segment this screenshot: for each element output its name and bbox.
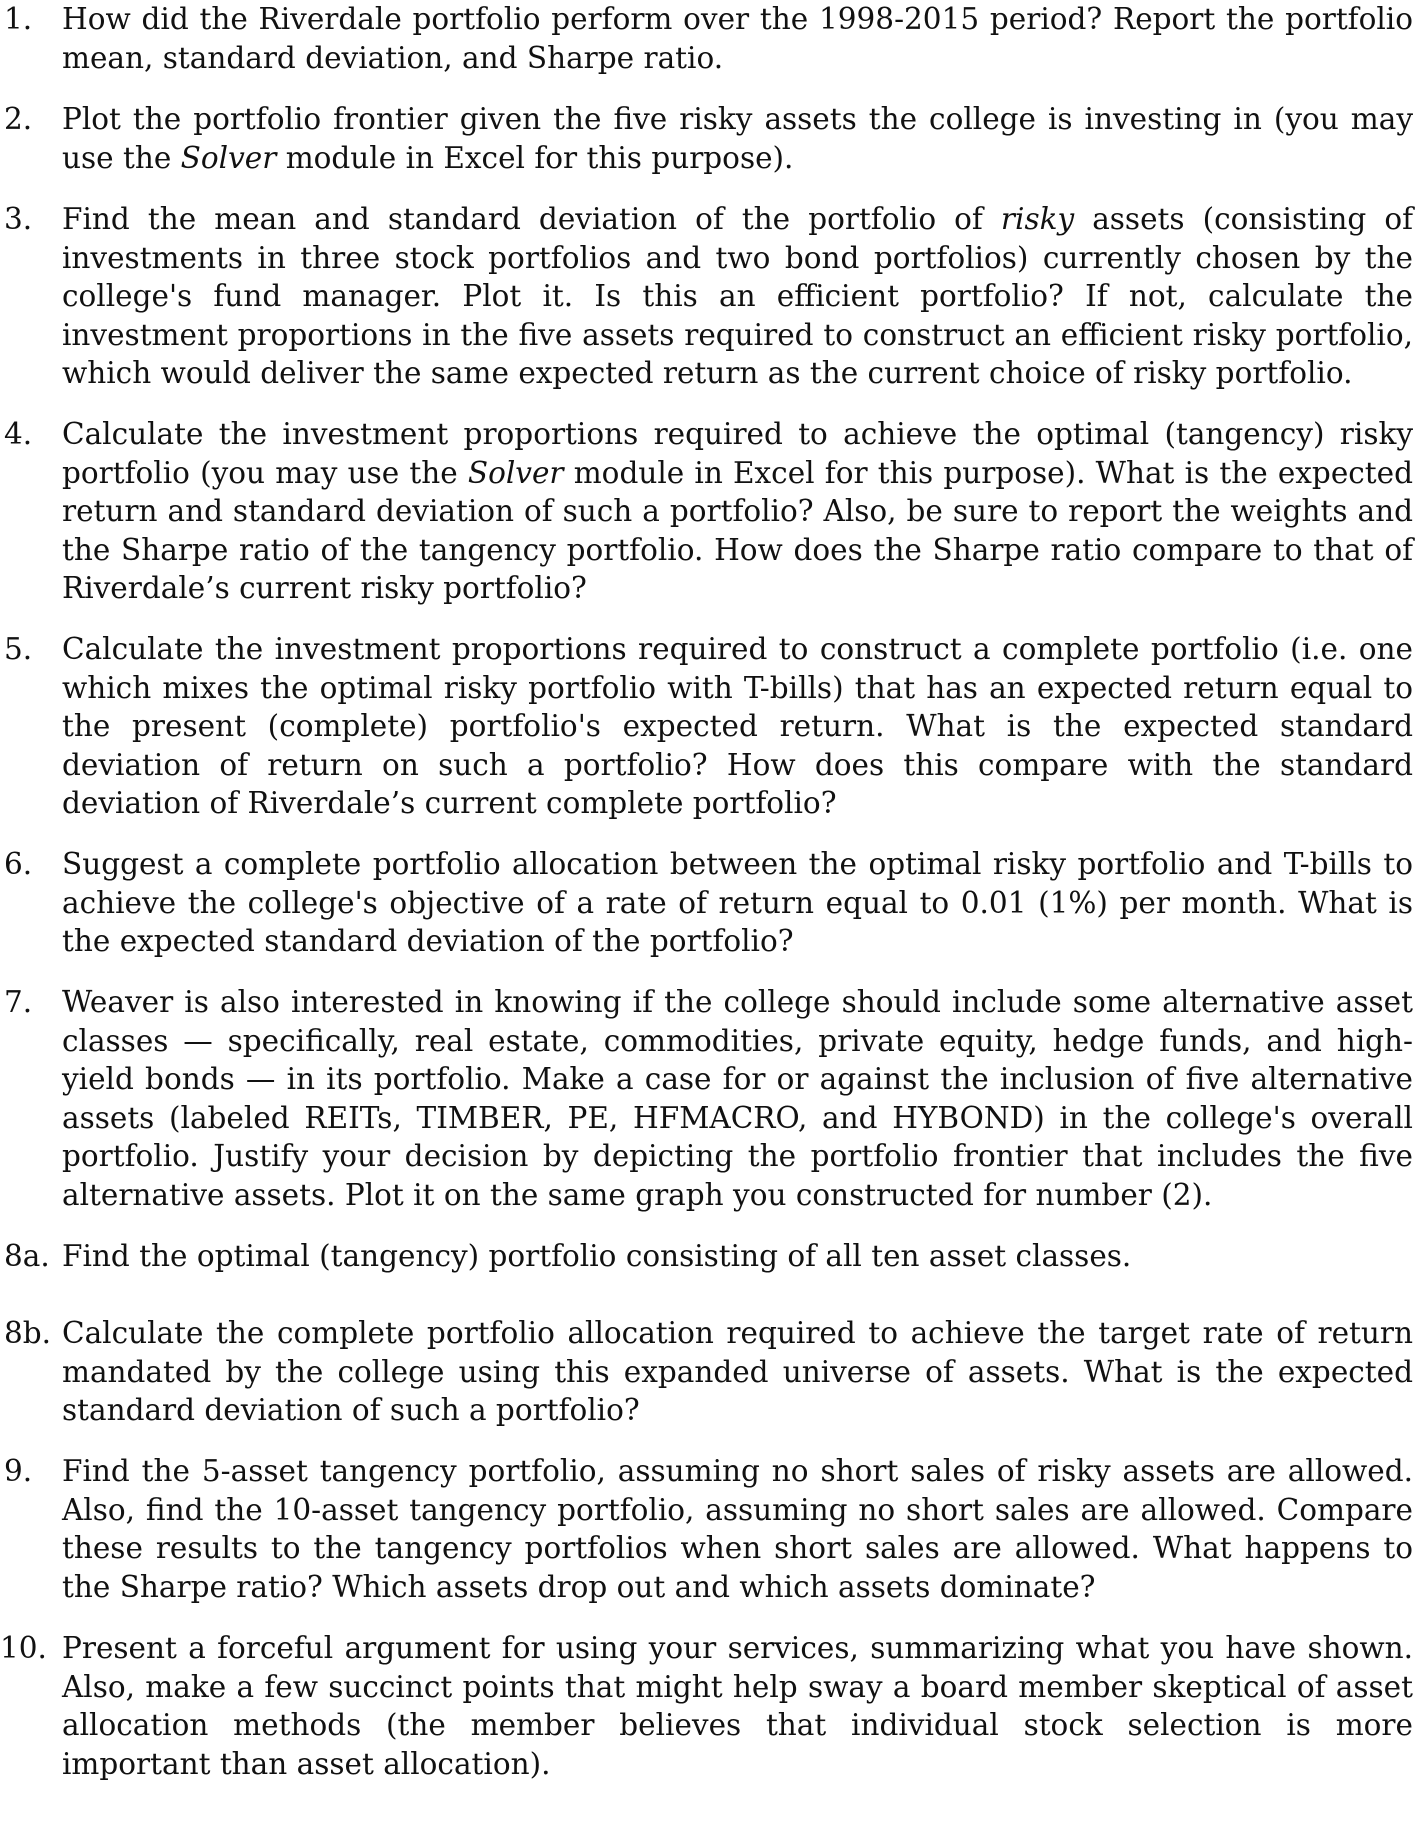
question-text: Find the optimal (tangency) portfolio consisting of all ten asset classes. [62,1239,1132,1273]
question-number: 8a. [4,1239,50,1273]
question-number: 9. [4,1454,33,1488]
question-text: Plot the portfolio frontier given the five risky assets the college is investing in (you may use the Solver module in Excel for this purpose). [62,102,1413,175]
question-text: How did the Riverdale portfolio perform over the 1998-2015 period? Report the portfolio mean, standard deviation, and Sharpe ratio. [62,2,1413,75]
question-number: 4. [4,417,33,451]
question-number: 10. [0,1631,47,1665]
question-number: 7. [4,985,33,1019]
question-number: 2. [4,102,33,136]
question-number: 6. [4,847,33,881]
question-text: Calculate the investment proportions required to achieve the optimal (tangency) risky portfolio (you may use the Solver module in Excel for this purpose). What is the expected return and standard deviation of such a portfolio? Also, be sure to report the weights and the Sharpe ratio of the tangency portfolio. How does the Sharpe ratio compare to that of Riverdale’s current risky portfolio? [62,417,1413,605]
question-number: 5. [4,632,33,666]
question-text: Suggest a complete portfolio allocation between the optimal risky portfolio and T-bills to achieve the college's objective of a rate of return equal to 0.01 (1%) per month. What is the expected standard deviation of the portfolio? [62,847,1413,958]
question-text: Weaver is also interested in knowing if the college should include some alternative asset classes — specifically, real estate, commodities, private equity, hedge funds, and high-yield bonds — in its portfolio. Make a case for or against the inclusion of five alternative assets (labeled REITs, TIMBER, PE, HFMACRO, and HYBOND) in the college's overall portfolio. Justify your decision by depicting the portfolio frontier that includes the five alternative assets. Plot it on the same graph you constructed for number (2). [62,985,1413,1212]
software-name: Solver [180,140,277,175]
question-number: 8b. [4,1316,52,1350]
question-text: Present a forceful argument for using your services, summarizing what you have shown. Also, make a few succinct points that might help sway a board member skeptical of asset allocation methods (the member believes that individual stock selection is more important than asset allocation). [62,1631,1413,1781]
question-number: 1. [4,2,33,36]
question-text: Calculate the investment proportions required to construct a complete portfolio (i.e. one which mixes the optimal risky portfolio with T-bills) that has an expected return equal to the present (complete) portfolio's expected return. What is the expected standard deviation of return on such a portfolio? How does this compare with the standard deviation of Riverdale’s current complete portfolio? [62,632,1413,820]
software-name: Solver [467,455,564,490]
question-text: Calculate the complete portfolio allocation required to achieve the target rate of return mandated by the college using this expanded universe of assets. What is the expected standard deviation of such a portfolio? [62,1316,1413,1427]
question-text: Find the mean and standard deviation of the portfolio of risky assets (consisting of investments in three stock portfolios and two bond portfolios) currently chosen by the college's fund manager. Plot it. Is this an efficient portfolio? If not, calculate the investment proportions in the five assets required to construct an efficient risky portfolio, which would deliver the same expected return as the current choice of risky portfolio. [62,202,1413,390]
emphasis: risky [1000,202,1075,236]
question-number: 3. [4,202,33,236]
question-text: Find the 5-asset tangency portfolio, assuming no short sales of risky assets are allowed. Also, find the 10-asset tangency portfolio, assuming no short sales are allowed. Compare these results to the tangency portfolios when short sales are allowed. What happens to the Sharpe ratio? Which assets drop out and which assets dominate? [62,1454,1413,1604]
